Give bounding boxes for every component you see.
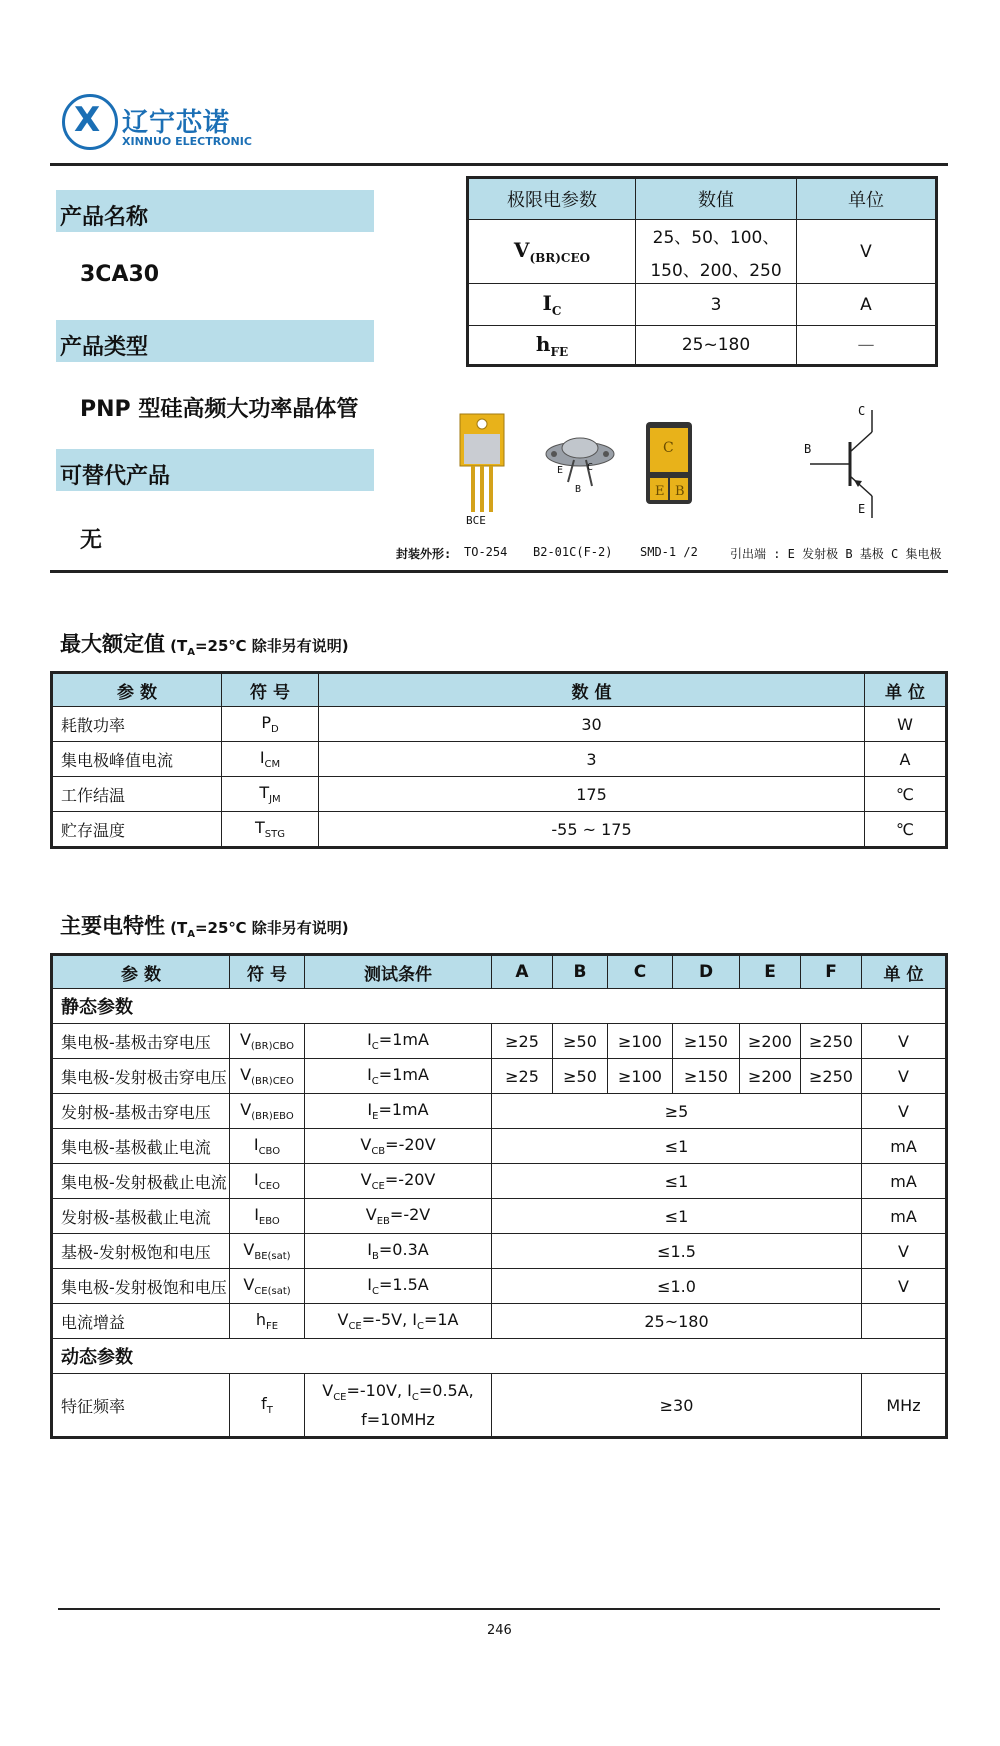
ch-unit — [862, 1304, 947, 1339]
mr-value: -55 ~ 175 — [319, 812, 865, 848]
mr-symbol: $P_D$ — [222, 707, 319, 742]
to254-package-image — [452, 400, 512, 530]
logo-en-text: XINNUO ELECTRONIC — [122, 135, 252, 148]
mr-param: 贮存温度 — [52, 812, 222, 848]
ch-unit: MHz — [862, 1374, 947, 1438]
limits-header-unit: 单位 — [797, 178, 937, 220]
alt-value: 无 — [80, 528, 103, 553]
mr-symbol: $I_{CM}$ — [222, 742, 319, 777]
ch-condition: $I_C=1mA$ — [305, 1024, 492, 1059]
ch-symbol: $V_{(BR)EBO}$ — [230, 1094, 305, 1129]
static-params-label: 静态参数 — [52, 989, 947, 1024]
ch-condition: $V_{CE}=-20V$ — [305, 1164, 492, 1199]
table-row — [52, 777, 947, 812]
limits-value: 3 — [636, 284, 797, 326]
mr-param: 耗散功率 — [52, 707, 222, 742]
ch-symbol: $f_T$ — [230, 1374, 305, 1438]
mr-param: 工作结温 — [52, 777, 222, 812]
characteristics-table — [50, 953, 948, 1439]
ch-condition: $V_{EB}=-2V$ — [305, 1199, 492, 1234]
ch-value: ≤1.0 — [492, 1269, 862, 1304]
ch-header-symbol: 符 号 — [230, 955, 305, 989]
limits-param: $h_{FE}$ — [468, 326, 636, 366]
mr-value: 175 — [319, 777, 865, 812]
pnp-transistor-symbol — [800, 404, 890, 524]
table-row — [52, 707, 947, 742]
ch-grade-b: ≥50 — [553, 1059, 608, 1094]
ch-param: 集电极-发射极饱和电压 — [52, 1269, 230, 1304]
ch-unit: V — [862, 1024, 947, 1059]
caption-pkg-b2: B2-01C(F-2) — [533, 545, 613, 559]
mr-unit: A — [865, 742, 947, 777]
ch-unit: V — [862, 1234, 947, 1269]
ch-grade-e: ≥200 — [740, 1024, 801, 1059]
ch-header-condition: 测试条件 — [305, 955, 492, 989]
ch-header-param: 参 数 — [52, 955, 230, 989]
mr-unit: ℃ — [865, 812, 947, 848]
table-row — [52, 1374, 947, 1438]
ch-unit: V — [862, 1059, 947, 1094]
ch-condition: $I_B=0.3A$ — [305, 1234, 492, 1269]
limits-value: 25、50、100、 150、200、250 — [636, 220, 797, 284]
mr-param: 集电极峰值电流 — [52, 742, 222, 777]
logo-x-glyph: X — [74, 100, 101, 140]
mr-header-symbol: 符 号 — [222, 673, 319, 707]
symbol-label-b: B — [804, 442, 812, 456]
ch-grade-e: ≥200 — [740, 1059, 801, 1094]
ch-unit: mA — [862, 1164, 947, 1199]
ch-value: ≤1 — [492, 1199, 862, 1234]
ch-header-f: F — [801, 955, 862, 989]
type-value: PNP 型硅高频大功率晶体管 — [80, 397, 359, 422]
table-row — [52, 1094, 947, 1129]
ch-grade-d: ≥150 — [673, 1024, 740, 1059]
ch-param: 集电极-发射极截止电流 — [52, 1164, 230, 1199]
mr-symbol: $T_{STG}$ — [222, 812, 319, 848]
dynamic-params-label: 动态参数 — [52, 1339, 947, 1374]
table-row — [52, 1199, 947, 1234]
ch-header-e: E — [740, 955, 801, 989]
ch-unit: V — [862, 1094, 947, 1129]
limits-param: $I_C$ — [468, 284, 636, 326]
ch-symbol: $h_{FE}$ — [230, 1304, 305, 1339]
mr-value: 30 — [319, 707, 865, 742]
name-label: 产品名称 — [60, 205, 149, 230]
max-ratings-table — [50, 671, 948, 849]
limits-param: $V_{(BR)CEO}$ — [468, 220, 636, 284]
page-number: 246 — [487, 1623, 512, 1638]
ch-param: 特征频率 — [52, 1374, 230, 1438]
ch-value: ≥30 — [492, 1374, 862, 1438]
ch-param: 电流增益 — [52, 1304, 230, 1339]
ch-condition: $I_C=1.5A$ — [305, 1269, 492, 1304]
ch-condition: $I_E=1mA$ — [305, 1094, 492, 1129]
caption-pkg-smd: SMD-1 /2 — [640, 545, 698, 559]
ch-symbol: $I_{CBO}$ — [230, 1129, 305, 1164]
ch-param: 发射极-基极截止电流 — [52, 1199, 230, 1234]
ch-grade-f: ≥250 — [801, 1024, 862, 1059]
ch-condition: $V_{CE}=-10V$, $I_C=0.5A$, f=10MHz — [305, 1374, 492, 1438]
smd-label-b: B — [675, 484, 685, 499]
table-row — [52, 812, 947, 848]
table-row — [52, 1059, 947, 1094]
ch-value: ≤1 — [492, 1129, 862, 1164]
ch-value: 25~180 — [492, 1304, 862, 1339]
ch-unit: mA — [862, 1199, 947, 1234]
caption-pins: 引出端 : E 发射极 B 基极 C 集电极 — [730, 547, 942, 561]
table-row — [52, 1234, 947, 1269]
ch-unit: mA — [862, 1129, 947, 1164]
characteristics-heading: 主要电特性 ($T_A=25℃$ 除非另有说明) — [60, 914, 349, 941]
ch-value: ≤1 — [492, 1164, 862, 1199]
limits-header-param: 极限电参数 — [468, 178, 636, 220]
b2-label-c: C — [587, 462, 594, 473]
caption-title: 封装外形: — [396, 547, 452, 561]
table-row — [52, 1024, 947, 1059]
ch-grade-b: ≥50 — [553, 1024, 608, 1059]
limits-table — [466, 176, 938, 367]
ch-symbol: $I_{CEO}$ — [230, 1164, 305, 1199]
ch-symbol: $V_{CE(sat)}$ — [230, 1269, 305, 1304]
smd-label-c: C — [663, 440, 674, 456]
ch-condition: $V_{CE}=-5V$, $I_C=1A$ — [305, 1304, 492, 1339]
symbol-label-c: C — [858, 404, 866, 418]
ch-symbol: $V_{(BR)CBO}$ — [230, 1024, 305, 1059]
mr-unit: ℃ — [865, 777, 947, 812]
ch-grade-a: ≥25 — [492, 1059, 553, 1094]
mid-divider — [50, 570, 948, 573]
type-label: 产品类型 — [60, 335, 149, 360]
ch-header-unit: 单 位 — [862, 955, 947, 989]
table-row — [52, 1129, 947, 1164]
ch-value: ≥5 — [492, 1094, 862, 1129]
mr-unit: W — [865, 707, 947, 742]
table-row — [52, 1269, 947, 1304]
ch-param: 集电极-发射极击穿电压 — [52, 1059, 230, 1094]
footer-divider — [58, 1608, 940, 1610]
top-divider — [50, 163, 948, 166]
logo-cn-text: 辽宁芯诺 — [122, 108, 231, 138]
ch-param: 集电极-基极击穿电压 — [52, 1024, 230, 1059]
ch-symbol: $V_{(BR)CEO}$ — [230, 1059, 305, 1094]
b2-label-b: B — [575, 484, 582, 495]
ch-header-b: B — [553, 955, 608, 989]
limits-unit: V — [797, 220, 937, 284]
ch-condition: $I_C=1mA$ — [305, 1059, 492, 1094]
mr-header-param: 参 数 — [52, 673, 222, 707]
ch-grade-a: ≥25 — [492, 1024, 553, 1059]
ch-grade-d: ≥150 — [673, 1059, 740, 1094]
caption-pkg-to254: TO-254 — [464, 545, 508, 559]
ch-grade-c: ≥100 — [608, 1024, 673, 1059]
ch-condition: $V_{CB}=-20V$ — [305, 1129, 492, 1164]
alt-label: 可替代产品 — [60, 464, 171, 489]
smd-label-e: E — [655, 484, 665, 499]
ch-header-d: D — [673, 955, 740, 989]
table-row — [52, 742, 947, 777]
mr-header-value: 数 值 — [319, 673, 865, 707]
ch-header-c: C — [608, 955, 673, 989]
ch-param: 发射极-基极击穿电压 — [52, 1094, 230, 1129]
symbol-label-e: E — [858, 502, 866, 516]
table-row — [52, 1304, 947, 1339]
ch-value: ≤1.5 — [492, 1234, 862, 1269]
mr-header-unit: 单 位 — [865, 673, 947, 707]
name-value: 3CA30 — [80, 262, 160, 287]
ch-grade-f: ≥250 — [801, 1059, 862, 1094]
mr-value: 3 — [319, 742, 865, 777]
limits-value: 25~180 — [636, 326, 797, 366]
ch-param: 基极-发射极饱和电压 — [52, 1234, 230, 1269]
ch-param: 集电极-基极截止电流 — [52, 1129, 230, 1164]
limits-unit: — — [797, 326, 937, 366]
ch-unit: V — [862, 1269, 947, 1304]
ch-header-a: A — [492, 955, 553, 989]
limits-unit: A — [797, 284, 937, 326]
to254-pins: BCE — [466, 514, 486, 527]
ch-symbol: $V_{BE(sat)}$ — [230, 1234, 305, 1269]
smd-package-image — [644, 420, 694, 506]
ch-grade-c: ≥100 — [608, 1059, 673, 1094]
b2-label-e: E — [557, 465, 564, 476]
mr-symbol: $T_{JM}$ — [222, 777, 319, 812]
limits-header-value: 数值 — [636, 178, 797, 220]
ch-symbol: $I_{EBO}$ — [230, 1199, 305, 1234]
max-ratings-heading: 最大额定值 ($T_A=25℃$ 除非另有说明) — [60, 632, 349, 659]
table-row — [52, 1164, 947, 1199]
